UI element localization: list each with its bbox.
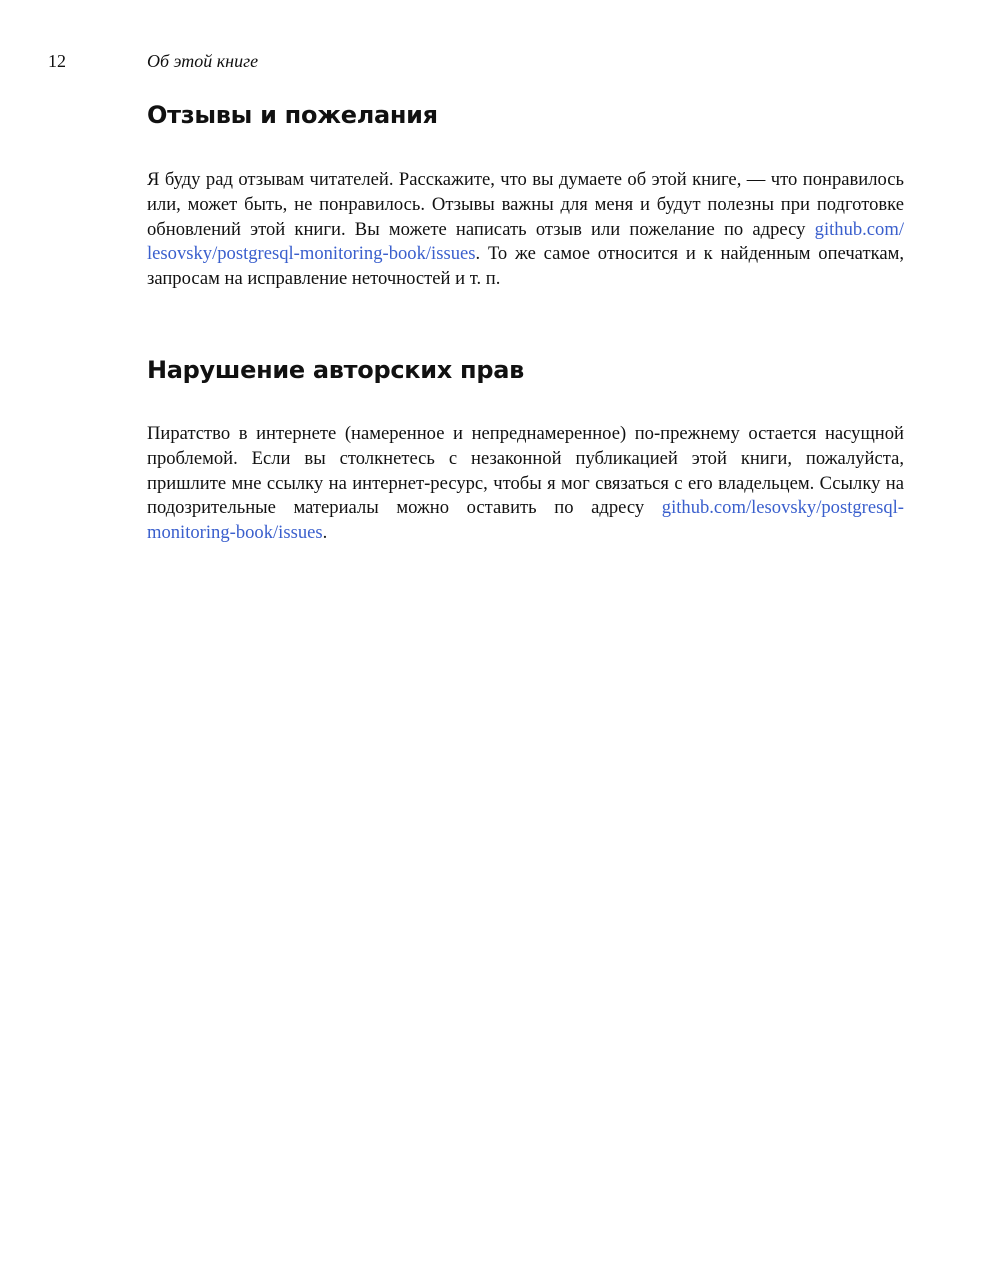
running-header-title: Об этой книге <box>147 51 259 71</box>
issues-link-part2: lesovsky/postgresql-monitoring-book/issues <box>147 243 476 265</box>
page-number: 12 <box>48 51 66 71</box>
issues-link-part1: github.com/lesovsky/ <box>661 497 822 519</box>
paragraph-text-tail: . То же самое относится и к найденным опечаткам, запросам на исправление неточностей и т. п. <box>147 243 904 290</box>
section-paragraph-copyright <box>147 422 904 546</box>
paragraph-text: Пиратство в интернете (намеренное и непреднамеренное) по-прежнему остается насущной проблемой. Если вы столкнетесь с незаконной публикацией этой книги, пожалуйста, пришлите мне ссылку на интернет-ресурс, чтобы я мог связаться с его владельцем. Ссылку на подозрительные материалы можно оставить по адресу <box>147 423 904 519</box>
issues-link-part1: github.com/ <box>814 218 904 240</box>
paragraph-text: Я буду рад отзывам читателей. Расскажите, что вы думаете об этой книге, — что понравилось или, может быть, не понравилось. Отзывы важны для меня и будут полезны при подготовке обновлений этой книги. Вы можете написать отзыв или пожелание по адресу <box>147 169 904 240</box>
section-heading-feedback: Отзывы и пожелания <box>147 101 438 129</box>
issues-link-part2: postgresql-monitoring-book/issues <box>147 497 904 544</box>
paragraph-text-tail: . <box>322 522 328 544</box>
section-paragraph-feedback <box>147 168 904 292</box>
section-heading-copyright: Нарушение авторских прав <box>147 356 524 384</box>
